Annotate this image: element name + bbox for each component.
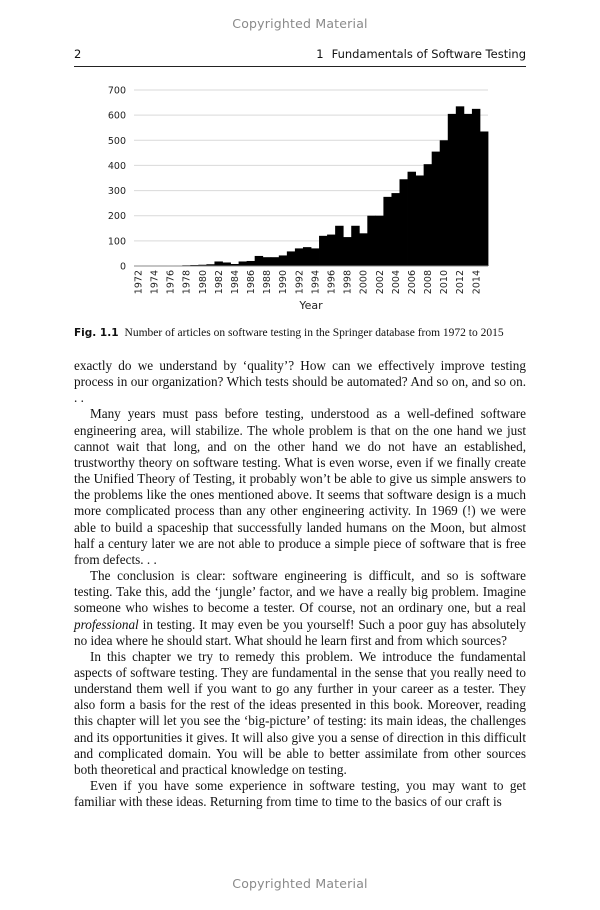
- emphasis-professional: professional: [74, 616, 139, 632]
- paragraph-3-start: The conclusion is clear: software engineering is difficult, and so is software testing. Take this, add the ‘jungle’ factor, and we have a really big problem. Imagine someone who wishes to become a tester. Of course, not an ordinary one, but a real: [74, 568, 526, 616]
- bar-2001: [367, 216, 375, 266]
- x-tick-label: 1974: [149, 270, 161, 295]
- bar-2014: [472, 109, 480, 266]
- paragraph-1: exactly do we understand by ‘quality’? How can we effectively improve testing process in our organization? Which tests should be automated? And so on, and so on. . .: [74, 358, 526, 406]
- bar-2009: [432, 152, 440, 266]
- bar-2006: [408, 172, 416, 266]
- x-tick-label: 1972: [133, 270, 145, 295]
- bar-2011: [448, 114, 456, 266]
- paragraph-3-end: in testing. It may even be you yourself! Such a poor guy has absolutely no idea where he should start. What should he learn first and from which sources?: [74, 616, 526, 648]
- bar-1998: [343, 237, 351, 266]
- chapter-title: [316, 47, 526, 61]
- bar-1997: [335, 226, 343, 266]
- bar-1992: [295, 248, 303, 266]
- paragraph-5: Even if you have some experience in software testing, you may want to get familiar with these ideas. Returning from time to time to the basics of our craft is: [74, 778, 526, 810]
- bar-2010: [440, 140, 448, 266]
- copyright-watermark-bottom: Copyrighted Material: [232, 876, 368, 891]
- x-tick-label: 1984: [229, 270, 241, 295]
- bar-2003: [383, 197, 391, 266]
- bar-1982: [214, 261, 222, 266]
- bar-2002: [375, 216, 383, 266]
- bar-1987: [255, 256, 263, 266]
- x-tick-label: 1986: [246, 270, 258, 295]
- body-text: [74, 358, 526, 810]
- bar-1990: [279, 255, 287, 266]
- x-tick-label: 1988: [262, 270, 274, 295]
- x-tick-label: 2014: [471, 270, 483, 295]
- bar-1995: [319, 236, 327, 266]
- bar-2013: [464, 114, 472, 266]
- x-tick-label: 2012: [455, 270, 467, 295]
- bar-2015: [480, 131, 488, 266]
- y-tick-label: 100: [107, 236, 126, 248]
- paragraph-2: Many years must pass before testing, understood as a well-defined software engineering area, will stabilize. The whole problem is that on the one hand we just cannot wait that long, and on the other hand we do not have an established, trustworthy theory on software testing. What is even worse, even if we finally create the Unified Theory of Testing, it probably won’t be able to give us simple answers to the problems like the ones mentioned above. It seems that software design is a much more complicated process than any other engineering activity. In 1969 (!) we were able to build a spaceship that successfully landed humans on the Moon, but almost half a century later we are not able to produce a simple piece of software that is free from defects. . .: [74, 406, 526, 567]
- bar-1993: [303, 247, 311, 266]
- bar-2000: [359, 233, 367, 266]
- x-tick-label: 2000: [358, 270, 370, 295]
- bar-1994: [311, 248, 319, 266]
- y-tick-label: 0: [119, 261, 126, 273]
- x-tick-label: 1998: [342, 270, 354, 295]
- figure-label: Fig. 1.1: [74, 327, 119, 339]
- bar-2007: [416, 175, 424, 266]
- chapter-number: 1: [316, 47, 324, 61]
- x-tick-label: 2002: [374, 270, 386, 295]
- page-number: 2: [74, 47, 82, 61]
- x-axis-title: Year: [299, 299, 323, 312]
- chapter-title-text: Fundamentals of Software Testing: [331, 47, 526, 61]
- bar-1989: [271, 257, 279, 266]
- x-tick-label: 1990: [278, 270, 290, 295]
- x-tick-label: 1978: [181, 270, 193, 295]
- articles-per-year-chart: [74, 80, 526, 320]
- paragraph-3: [74, 568, 526, 649]
- bar-1985: [239, 261, 247, 266]
- x-tick-label: 2004: [390, 270, 402, 295]
- x-tick-label: 1980: [197, 270, 209, 295]
- running-head: [74, 46, 526, 67]
- bar-2004: [391, 193, 399, 266]
- x-tick-label: 1996: [326, 270, 338, 295]
- bar-1986: [247, 261, 255, 266]
- x-tick-label: 1994: [310, 270, 322, 295]
- bar-1988: [263, 257, 271, 266]
- bar-2008: [424, 164, 432, 266]
- y-tick-label: 300: [107, 186, 126, 198]
- bar-2012: [456, 106, 464, 266]
- bar-1996: [327, 235, 335, 266]
- x-tick-label: 1976: [165, 270, 177, 295]
- bar-2005: [400, 179, 408, 266]
- y-tick-label: 400: [107, 160, 126, 172]
- bar-1991: [287, 251, 295, 266]
- y-tick-label: 500: [107, 135, 126, 147]
- figure-caption: [74, 326, 526, 340]
- y-tick-label: 200: [107, 211, 126, 223]
- copyright-watermark-top: Copyrighted Material: [232, 16, 368, 31]
- x-tick-label: 1992: [294, 270, 306, 295]
- x-tick-label: 2010: [439, 270, 451, 295]
- bar-1983: [223, 262, 231, 266]
- x-tick-label: 1982: [213, 270, 225, 295]
- x-tick-label: 2008: [423, 270, 435, 295]
- paragraph-4: In this chapter we try to remedy this problem. We introduce the fundamental aspects of software testing. They are fundamental in the sense that you really need to understand them well if you want to go any further in your career as a tester. They also form a basis for the rest of the ideas presented in this book. Moreover, reading this chapter will let you see the ‘big-picture’ of testing: its main ideas, the challenges and its opportunities it gives. It will also give you a sense of direction in this difficult and complicated domain. You will be able to better assimilate from other sources both theoretical and practical knowledge on testing.: [74, 648, 526, 777]
- x-tick-label: 2006: [406, 270, 418, 295]
- y-tick-label: 700: [107, 85, 126, 97]
- figure-caption-text: Number of articles on software testing in the Springer database from 1972 to 2015: [124, 327, 504, 339]
- y-tick-label: 600: [107, 110, 126, 122]
- bar-1999: [351, 226, 359, 266]
